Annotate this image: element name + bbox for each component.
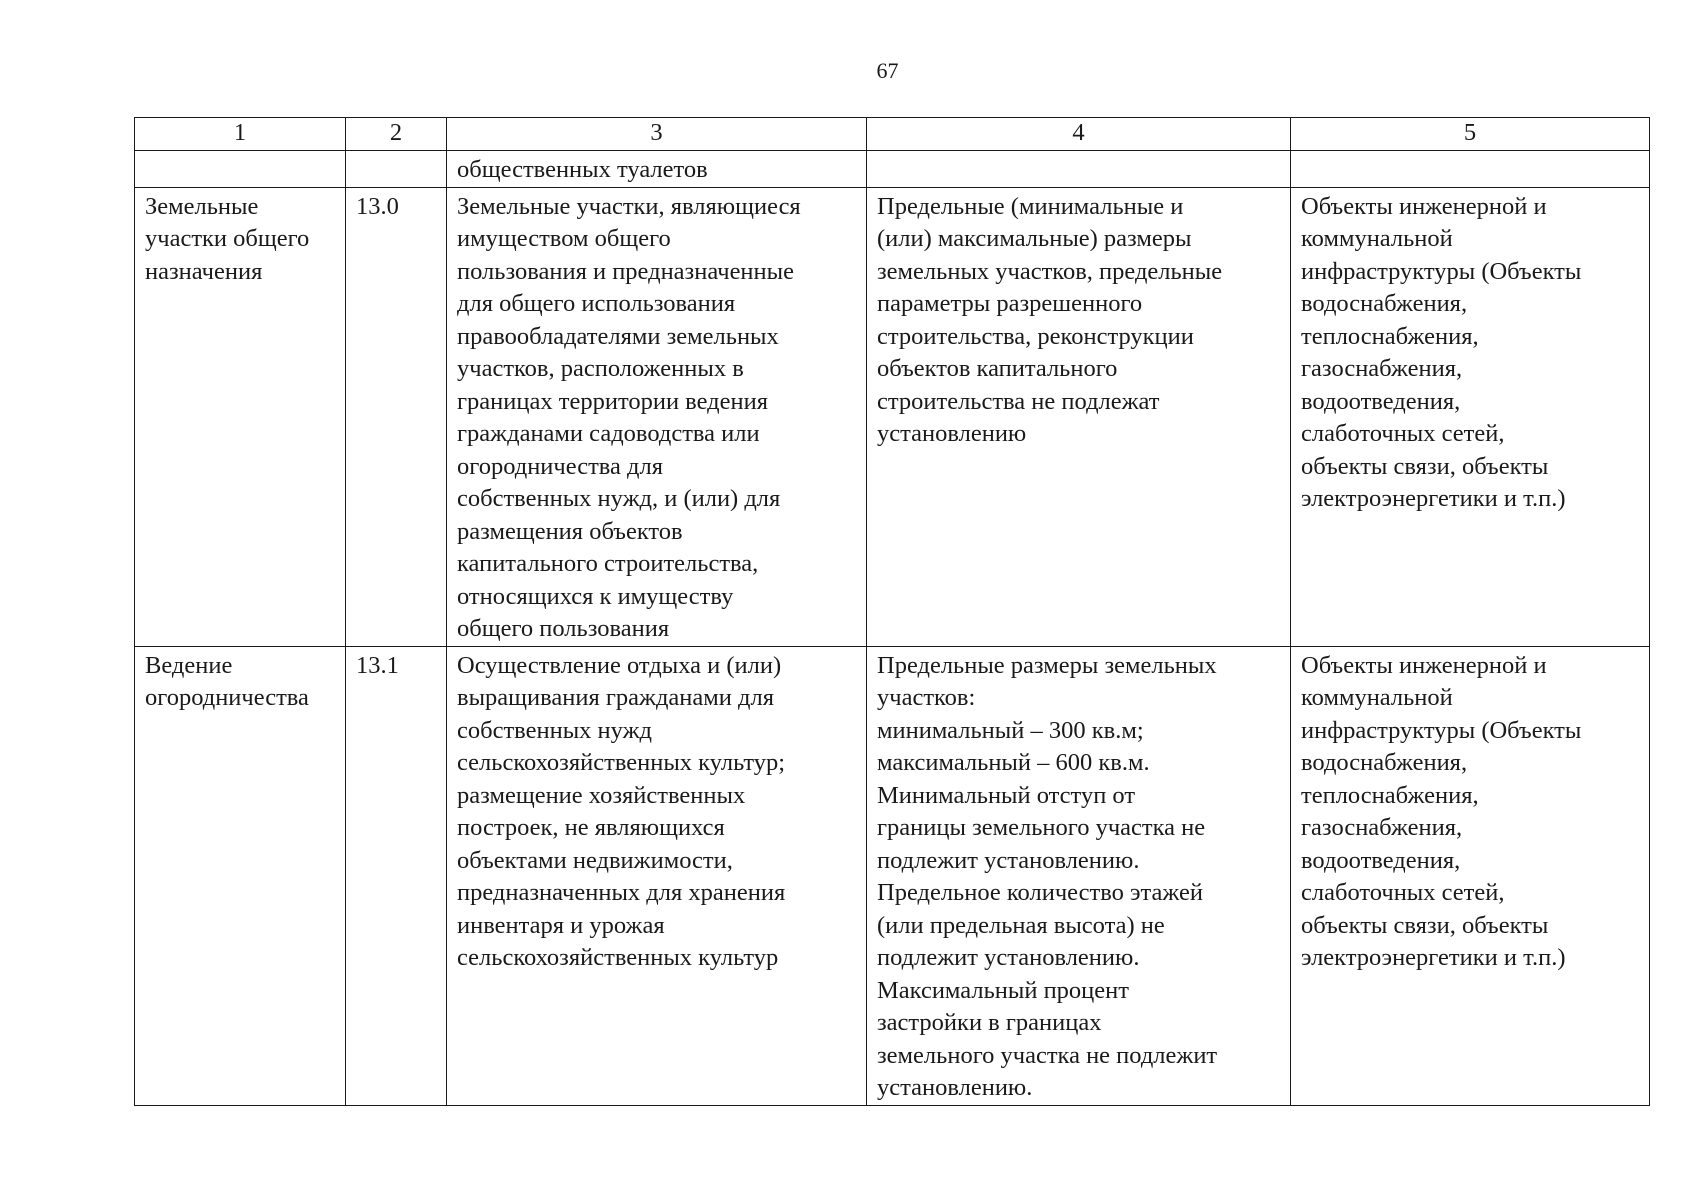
continuation-col-3: общественных туалетов	[447, 151, 867, 188]
continuation-col-4	[867, 151, 1291, 188]
land-use-parameters: Предельные размеры земельных участков: минимальный – 300 кв.м; максимальный – 600 кв.м. Минимальный отступ от границы земельного участка не подлежит установлению. Предельное количество этажей (или предельная высота) не подлежит установлению. Максимальный процент застройки в границах земельного участка не подлежит установлению.	[867, 646, 1291, 1105]
header-col-4: 4	[867, 118, 1291, 151]
land-use-name: Земельные участки общего назначения	[135, 187, 346, 646]
land-use-description: Осуществление отдыха и (или) выращивания гражданами для собственных нужд сельскохозяйственных культур; размещение хозяйственных построек, не являющихся объектами недвижимости, предназначенных для хранения инвентаря и урожая сельскохозяйственных культур	[447, 646, 867, 1105]
page-number: 67	[876, 58, 899, 83]
continuation-col-2	[346, 151, 447, 188]
continuation-col-1	[135, 151, 346, 188]
continuation-col-5	[1291, 151, 1650, 188]
header-col-2: 2	[346, 118, 447, 151]
land-use-parameters: Предельные (минимальные и (или) максимальные) размеры земельных участков, предельные параметры разрешенного строительства, реконструкции объектов капитального строительства не подлежат установлению	[867, 187, 1291, 646]
continuation-row	[135, 151, 1650, 188]
header-col-3: 3	[447, 118, 867, 151]
header-col-1: 1	[135, 118, 346, 151]
land-use-description: Земельные участки, являющиеся имуществом общего пользования и предназначенные для общего использования правообладателями земельных участков, расположенных в границах территории ведения гражданами садоводства или огородничества для собственных нужд, и (или) для размещения объектов капитального строительства, относящихся к имуществу общего пользования	[447, 187, 867, 646]
header-col-5: 5	[1291, 118, 1650, 151]
land-use-auxiliary: Объекты инженерной и коммунальной инфраструктуры (Объекты водоснабжения, теплоснабжения, газоснабжения, водоотведения, слаботочных сетей, объекты связи, объекты электроэнергетики и т.п.)	[1291, 646, 1650, 1105]
table-row	[135, 646, 1650, 1105]
land-use-auxiliary: Объекты инженерной и коммунальной инфраструктуры (Объекты водоснабжения, теплоснабжения, газоснабжения, водоотведения, слаботочных сетей, объекты связи, объекты электроэнергетики и т.п.)	[1291, 187, 1650, 646]
table-row	[135, 187, 1650, 646]
land-use-code: 13.1	[346, 646, 447, 1105]
land-use-name: Ведение огородничества	[135, 646, 346, 1105]
land-use-table	[134, 117, 1650, 1106]
header-row	[135, 118, 1650, 151]
land-use-code: 13.0	[346, 187, 447, 646]
